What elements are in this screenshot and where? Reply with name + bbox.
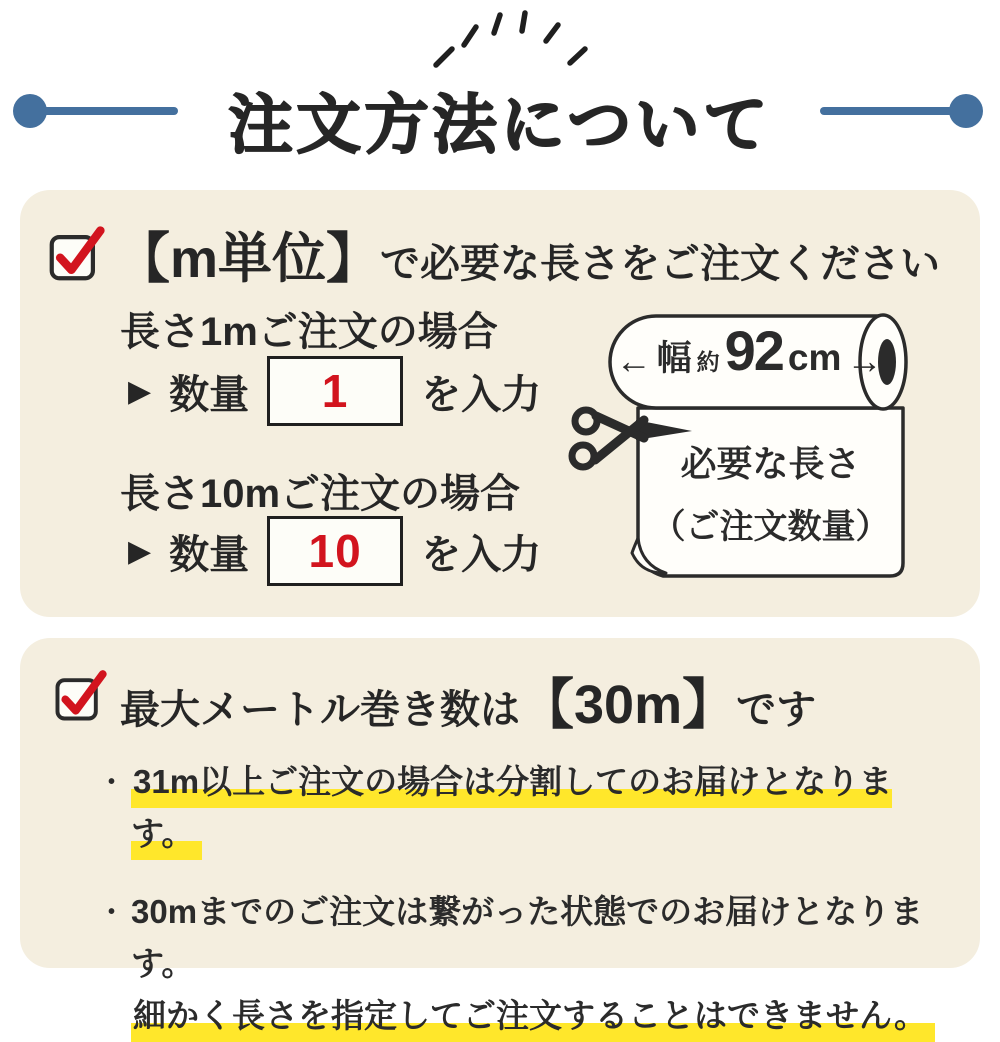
bullet-dot: • <box>108 771 116 793</box>
panel2-heading <box>120 662 816 739</box>
heading-max-pre: 最大メートル巻き数は <box>120 688 520 732</box>
bullet-item <box>108 886 958 1042</box>
checkbox-icon <box>48 224 106 282</box>
max-roll-panel <box>20 638 980 1034</box>
panel1-heading <box>116 216 940 293</box>
bullet-text <box>131 886 958 1042</box>
quantity-input-box <box>267 356 403 426</box>
paper-label-line2: （ご注文数量） <box>651 508 890 546</box>
paper-label-line1: 必要な長さ <box>680 443 861 484</box>
case-2-row <box>128 516 541 586</box>
roll-illustration <box>550 300 990 600</box>
arrow-left-icon: ← <box>615 340 652 381</box>
checkbox-icon <box>54 668 108 722</box>
sparkle-icon <box>428 8 588 74</box>
case-1-row <box>128 356 541 426</box>
bullet-dot: • <box>108 901 116 923</box>
arrow-right-icon: → <box>846 340 883 381</box>
width-unit: cm <box>787 337 842 378</box>
quantity-label: 数量 <box>169 372 250 417</box>
roll-width-label <box>610 318 888 404</box>
arrow-right-icon: ▶ <box>128 534 152 568</box>
bullet-text <box>131 756 958 860</box>
order-unit-panel <box>20 190 980 617</box>
bullet-line1: 30mまでのご注文は繋がった状態でのお届けとなります。 <box>131 893 924 982</box>
heading-max-post: です <box>736 688 817 732</box>
scissors-icon <box>572 410 644 467</box>
input-suffix: を入力 <box>421 532 542 577</box>
width-number: 92 <box>724 319 783 382</box>
width-kanji: 幅 <box>656 339 692 378</box>
paper-label <box>638 436 903 548</box>
quantity-value: 10 <box>308 525 362 577</box>
heading-max-bracket: 【30m】 <box>520 675 737 735</box>
page-title: 注文方法について <box>228 89 772 161</box>
quantity-label: 数量 <box>169 532 250 577</box>
input-suffix: を入力 <box>421 372 542 417</box>
bullet-list <box>108 756 958 1042</box>
heading-unit-rest: で必要な長さをご注文ください <box>380 242 941 286</box>
approx-kanji: 約 <box>696 349 720 375</box>
case-1-label: 長さ1mご注文の場合 <box>120 310 498 354</box>
quantity-value: 1 <box>321 365 349 417</box>
arrow-right-icon: ▶ <box>128 374 152 408</box>
decor-line-right <box>820 107 956 115</box>
decor-dot-right <box>949 94 983 128</box>
bullet-item <box>108 756 958 860</box>
highlighted-text: 細かく長さを指定してご注文することはできません。 <box>131 997 935 1042</box>
case-2-label: 長さ10mご注文の場合 <box>120 472 521 516</box>
highlighted-text: 31m以上ご注文の場合は分割してのお届けとなります。 <box>131 763 892 860</box>
quantity-input-box <box>267 516 403 586</box>
heading-unit-bracket: 【m単位】 <box>116 229 381 289</box>
